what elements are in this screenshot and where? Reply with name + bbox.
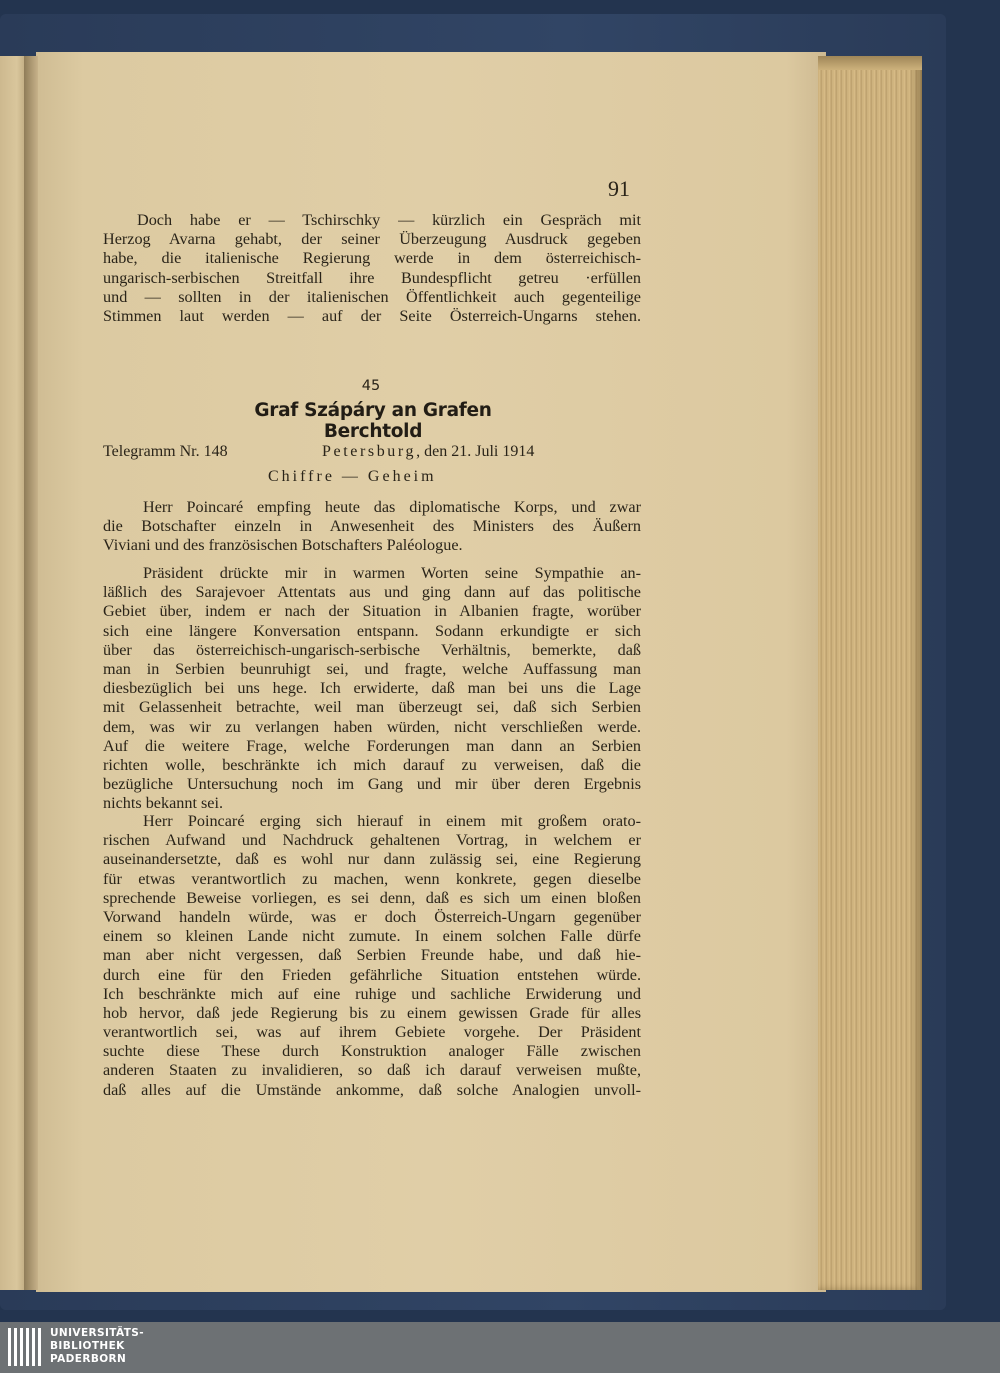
telegram-place: Petersburg — [322, 443, 417, 460]
text-line: Herr Poincaré erging sich hierauf in einem mit großem orato- — [143, 812, 641, 830]
text-line: für etwas verantwortlich zu machen, wenn konkrete, gegen dieselbe — [103, 869, 641, 888]
text-line: Gebiet über, indem er nach der Situation in Albanien fragte, worüber — [103, 602, 641, 621]
text-line: verantwortlich sei, was auf ihrem Gebiete vorgehe. Der Präsident — [103, 1023, 641, 1042]
text-line: dem, was wir zu verlangen haben würden, nicht verschließen werde. — [103, 717, 641, 736]
library-name-line: PADERBORN — [50, 1353, 127, 1365]
text-line: daß alles auf die Umstände ankomme, daß solche Analogien unvoll- — [103, 1080, 641, 1099]
text-line: mit Gelassenheit betrachte, weil man überzeugt sei, daß sich Serbien — [103, 698, 641, 717]
text-line: anderen Staaten zu invalidieren, so daß ich darauf verweisen mußte, — [103, 1061, 641, 1080]
text-line: Herr Poincaré empfing heute das diplomatische Korps, und zwar — [143, 498, 641, 516]
page-gutter — [24, 56, 38, 1290]
text-line: hob hervor, daß jede Regierung bis zu einem gewissen Grade für alles — [103, 1003, 641, 1022]
library-name-line: UNIVERSITÄTS- — [50, 1327, 145, 1339]
text-line: und — sollten in der italienischen Öffentlichkeit auch gegenteilige — [103, 287, 641, 306]
page-block-top — [818, 56, 922, 70]
paragraph-3 — [103, 812, 641, 1100]
text-line: Viviani und des französischen Botschafters Paléologue. — [103, 536, 463, 555]
text-line: man in Serbien beunruhigt sei, und fragte, welche Auffassung man — [103, 659, 641, 678]
telegram-place-date — [322, 443, 534, 461]
document-heading: Graf Szápáry an Grafen Berchtold — [254, 400, 492, 442]
text-line: sich eine längere Konversation entspann. Sodann erkundigte er sich — [103, 621, 641, 640]
text-line: nichts bekannt sei. — [103, 794, 224, 813]
text-line: ungarisch-serbischen Streitfall ihre Bundespflicht getreu ·erfüllen — [103, 268, 641, 287]
text-line: Präsident drückte mir in warmen Worten seine Sympathie an- — [143, 564, 641, 582]
telegram-number: Telegramm Nr. 148 — [103, 443, 228, 460]
text-line: Stimmen laut werden — auf der Seite Österreich-Ungarns stehen. — [103, 306, 641, 325]
telegram-cipher: Chiffre — Geheim — [268, 468, 437, 485]
document-number: 45 — [361, 378, 381, 394]
intro-paragraph — [103, 211, 641, 326]
library-name — [50, 1327, 144, 1366]
text-line: sprechende Beweise vorliegen, es sei denn, daß es sich um einen bloßen — [103, 888, 641, 907]
telegram-date: , den 21. Juli 1914 — [416, 443, 535, 460]
page-block-edges — [818, 56, 922, 1290]
text-line: einem so kleinen Lande nicht zumute. In einem solchen Falle dürfe — [103, 927, 641, 946]
paragraph-1 — [103, 498, 641, 556]
text-line: läßlich des Sarajevoer Attentats aus und ging dann auf das politische — [103, 583, 641, 602]
text-line: man aber nicht vergessen, daß Serbien Freunde habe, und daß hie- — [103, 946, 641, 965]
text-line: die Botschafter einzeln in Anwesenheit des Ministers des Äußern — [103, 517, 641, 536]
text-line: suchte diese These durch Konstruktion analoger Fälle zwischen — [103, 1042, 641, 1061]
text-line: rischen Aufwand und Nachdruck gehaltenen Vortrag, in welchem er — [103, 831, 641, 850]
text-line: habe, die italienische Regierung werde in dem österreichisch- — [103, 249, 641, 268]
text-line: Doch habe er — Tschirschky — kürzlich ein Gespräch mit — [137, 211, 641, 229]
library-footer — [0, 1322, 1000, 1373]
text-line: über das österreichisch-ungarisch-serbische Verhältnis, bemerkte, daß — [103, 640, 641, 659]
page-number: 91 — [608, 176, 630, 201]
text-line: richten wolle, beschränkte ich mich darauf zu verweisen, daß die — [103, 755, 641, 774]
text-line: Vorwand handeln würde, was er doch Österreich-Ungarn gegenüber — [103, 907, 641, 926]
text-line: durch eine für den Frieden gefährliche Situation entstehen würde. — [103, 965, 641, 984]
text-line: diesbezüglich bei uns hege. Ich erwiderte, daß man bei uns die Lage — [103, 679, 641, 698]
library-name-line: BIBLIOTHEK — [50, 1340, 125, 1352]
text-line: Ich beschränkte mich auf eine ruhige und sachliche Erwiderung und — [103, 984, 641, 1003]
library-logo-icon — [8, 1328, 44, 1366]
text-line: Auf die weitere Frage, welche Forderungen man dann an Serbien — [103, 736, 641, 755]
text-line: auseinandersetzte, daß es wohl nur dann zulässig sei, eine Regierung — [103, 850, 641, 869]
paragraph-2 — [103, 564, 641, 813]
text-line: bezügliche Untersuchung noch im Gang und mir über deren Ergebnis — [103, 775, 641, 794]
text-line: Herzog Avarna gehabt, der seiner Überzeugung Ausdruck gegeben — [103, 230, 641, 249]
